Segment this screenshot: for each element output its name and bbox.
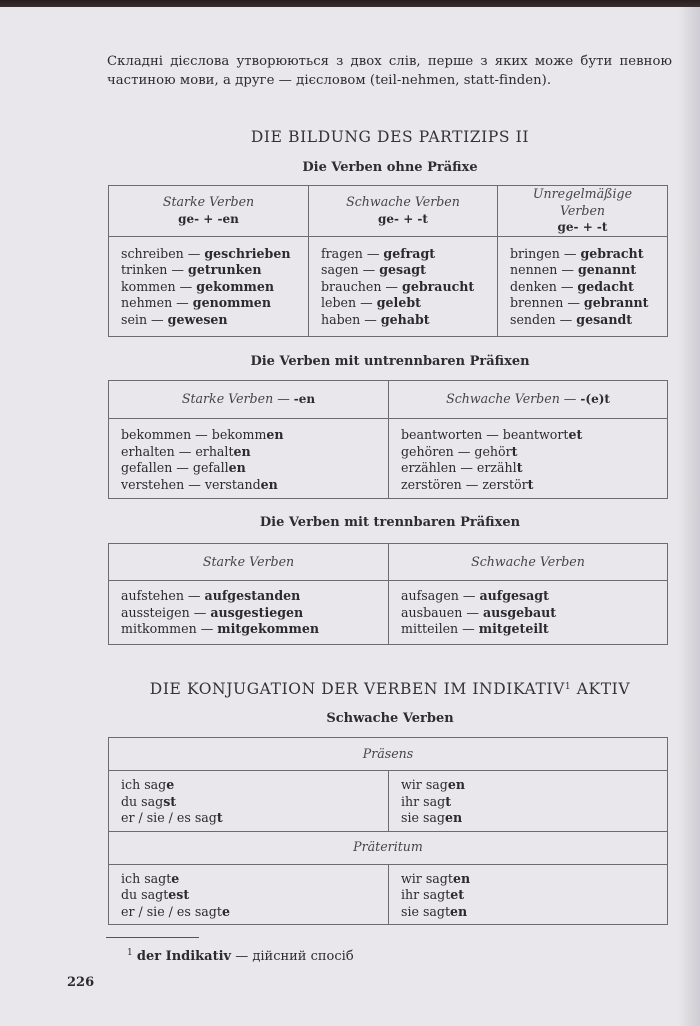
- section-title-konjugation: DIE KONJUGATION DER VERBEN IM INDIKATIV$^1$ AKTIV: [149, 680, 631, 698]
- page-gutter-shadow: [678, 7, 700, 1026]
- col-suffix: ge- + -t: [557, 220, 608, 234]
- col-header-irregular: [498, 186, 668, 237]
- table1-title: Die Verben ohne Präfixe: [302, 160, 478, 175]
- verb-pair: haben — gehabt: [321, 311, 430, 327]
- conjugation-form: er / sie / es sagt: [121, 810, 223, 825]
- verb-pair: sagen — gesagt: [321, 262, 426, 277]
- verb-pair: kommen — gekommen: [121, 278, 275, 294]
- verb-pair: schreiben — geschrieben: [121, 245, 291, 261]
- verb-pair: leben — gelebt: [321, 295, 421, 310]
- verb-pair: erhalten — erhalten: [121, 443, 251, 459]
- verb-pair: sein — gewesen: [121, 311, 228, 327]
- table3-title: Die Verben mit trennbaren Präfixen: [259, 515, 521, 530]
- table-verbs-inseparable-prefix: [108, 380, 668, 499]
- page-number: 226: [67, 975, 95, 990]
- conjugation-form: du sagtest: [121, 887, 190, 902]
- verb-pair: ausbauen — ausgebaut: [401, 604, 557, 620]
- singular-forms-cell: [109, 771, 389, 832]
- col-label: Schwache Verben: [346, 194, 460, 210]
- verb-pair: verstehen — verstanden: [121, 476, 278, 492]
- conjugation-subtitle: Schwache Verben: [326, 711, 454, 726]
- col-suffix: -(e)t: [580, 392, 610, 407]
- col-label: Starke Verben: [202, 553, 295, 569]
- col-suffix: ge- + -en: [178, 211, 239, 226]
- conjugation-form: ich sage: [121, 777, 175, 792]
- tense-header-praesens: Präsens: [109, 738, 668, 771]
- table-weak-verb-conjugation: [108, 737, 668, 925]
- verb-pair: aussteigen — ausgestiegen: [121, 604, 304, 620]
- verb-pair: gehören — gehört: [401, 443, 518, 459]
- weak-verbs-cell: [389, 581, 668, 645]
- strong-verbs-cell: [109, 236, 309, 337]
- footnote-divider: [106, 937, 199, 938]
- weak-verbs-cell: [309, 236, 498, 337]
- verb-pair: beantworten — beantwortet: [401, 427, 583, 442]
- verb-pair: zerstören — zerstört: [401, 476, 534, 492]
- verb-pair: mitkommen — mitgekommen: [121, 621, 319, 636]
- col-label: Schwache Verben —: [446, 391, 581, 407]
- table-verbs-no-prefix: [108, 185, 668, 337]
- footnote: [127, 948, 354, 964]
- conjugation-form: er / sie / es sagte: [121, 903, 230, 919]
- col-suffix: -en: [293, 392, 316, 407]
- col-label: Starke Verben: [162, 194, 255, 210]
- col-header-weak: [389, 381, 668, 419]
- verb-pair: brennen — gebrannt: [510, 295, 649, 310]
- section-title-partizip: DIE BILDUNG DES PARTIZIPS II: [250, 128, 530, 146]
- verb-pair: senden — gesandt: [510, 311, 633, 327]
- verb-pair: aufstehen — aufgestanden: [121, 588, 301, 603]
- weak-verbs-cell: [389, 419, 668, 499]
- conjugation-form: wir sagten: [401, 870, 471, 886]
- strong-verbs-cell: [109, 419, 389, 499]
- irregular-verbs-cell: [498, 236, 668, 337]
- verb-pair: nehmen — genommen: [121, 295, 271, 310]
- plural-forms-cell: [389, 864, 668, 925]
- tense-header-praeteritum: Präteritum: [109, 831, 668, 864]
- conjugation-form: ihr sagtet: [401, 887, 465, 902]
- conjugation-form: ich sagte: [121, 870, 180, 886]
- verb-pair: brauchen — gebraucht: [321, 278, 475, 294]
- col-label: Starke Verben —: [181, 391, 294, 407]
- footnote-marker: 1: [564, 682, 572, 692]
- verb-pair: erzählen — erzählt: [401, 460, 523, 475]
- verb-pair: gefallen — gefallen: [121, 460, 246, 475]
- col-label: Unregelmäßige Verben: [532, 186, 633, 218]
- table2-title: Die Verben mit untrennbaren Präfixen: [250, 354, 530, 369]
- verb-pair: mitteilen — mitgeteilt: [401, 621, 549, 636]
- col-header-weak: [389, 544, 668, 581]
- col-label: Schwache Verben: [471, 553, 585, 569]
- conjugation-form: sie sagen: [401, 810, 463, 825]
- conjugation-form: wir sagen: [401, 777, 466, 792]
- conjugation-form: sie sagten: [401, 903, 468, 919]
- footnote-term: der Indikativ: [136, 949, 232, 964]
- verb-pair: bekommen — bekommen: [121, 427, 284, 442]
- footnote-translation: — дійсний спосіб: [231, 949, 354, 964]
- col-suffix: ge- + -t: [378, 211, 428, 226]
- verb-pair: nennen — genannt: [510, 262, 637, 277]
- conjugation-form: du sagst: [121, 793, 177, 809]
- col-header-strong: [109, 186, 309, 237]
- verb-pair: bringen — gebracht: [510, 245, 644, 261]
- strong-verbs-cell: [109, 581, 389, 645]
- verb-pair: aufsagen — aufgesagt: [401, 588, 549, 603]
- plural-forms-cell: [389, 771, 668, 832]
- singular-forms-cell: [109, 864, 389, 925]
- conjugation-form: ihr sagt: [401, 793, 452, 809]
- footnote-marker: 1: [127, 948, 133, 958]
- scan-top-edge: [0, 0, 700, 7]
- verb-pair: denken — gedacht: [510, 278, 634, 294]
- verb-pair: trinken — getrunken: [121, 262, 262, 277]
- intro-paragraph: Складні дієслова утворюються з двох слів, перше з яких може бути певною частиною мови, а друге — дієсловом (teil-nehmen, statt-finden).: [107, 54, 672, 88]
- col-header-strong: [109, 381, 389, 419]
- table-verbs-separable-prefix: [108, 543, 668, 645]
- col-header-strong: [109, 544, 389, 581]
- verb-pair: fragen — gefragt: [321, 245, 436, 261]
- col-header-weak: [309, 186, 498, 237]
